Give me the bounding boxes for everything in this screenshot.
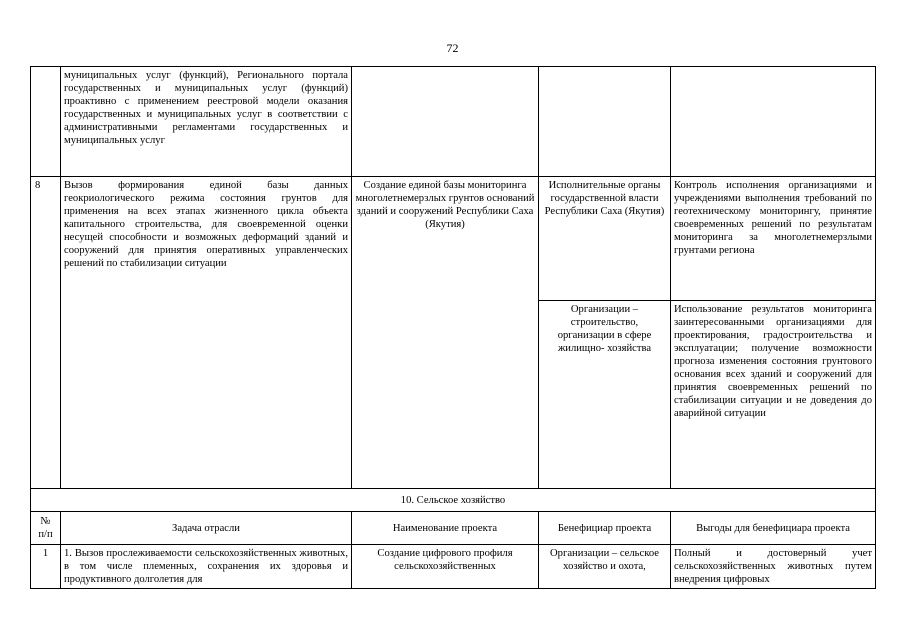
section-row bbox=[31, 489, 876, 512]
benefits-cell: Использование результатов мониторинга заинтересованными организациями для проектирования, градостроительства и эксплуатации; получение возможности прогноза изменения состояния грунтового основания всех зданий и сооружений для принятия своевременных решений по стабилизации ситуации и не доведения до аварийной ситуации bbox=[671, 301, 876, 489]
benefits-cell bbox=[671, 67, 876, 177]
beneficiary-cell bbox=[539, 67, 671, 177]
table-row-1 bbox=[31, 545, 876, 589]
header-project: Наименование проекта bbox=[352, 512, 539, 545]
beneficiary-cell: Организации – сельское хозяйство и охота, bbox=[539, 545, 671, 589]
header-row bbox=[31, 512, 876, 545]
page-number: 72 bbox=[446, 41, 459, 55]
row-number-cell: 8 bbox=[31, 177, 61, 489]
task-cell: 1. Вызов прослеживаемости сельскохозяйственных животных, в том числе племенных, сохранения их здоровья и продуктивного долголетия для bbox=[61, 545, 352, 589]
task-cell: Вызов формирования единой базы данных геокриологического режима состояния грунтов для применения на всех этапах жизненного цикла объекта капитального строительства, для своевременной оценки несущей способности и возможных деформаций зданий и сооружений для принятия оперативных управленческих решений по стабилизации ситуации bbox=[61, 177, 352, 489]
beneficiary-cell: Исполнительные органы государственной власти Республики Саха (Якутия) bbox=[539, 177, 671, 301]
row-number-cell bbox=[31, 67, 61, 177]
row-number-cell: 1 bbox=[31, 545, 61, 589]
table-row-8 bbox=[31, 177, 876, 301]
benefits-cell: Контроль исполнения организациями и учреждениями выполнения требований по геотехническому мониторингу, принятие своевременных решений по результатам мониторинга за многолетнемерзлыми грунтами региона bbox=[671, 177, 876, 301]
header-beneficiary: Бенефициар проекта bbox=[539, 512, 671, 545]
table-row-continued bbox=[31, 67, 876, 177]
projects-table bbox=[30, 66, 876, 589]
header-task: Задача отрасли bbox=[61, 512, 352, 545]
benefits-cell: Полный и достоверный учет сельскохозяйственных животных путем внедрения цифровых bbox=[671, 545, 876, 589]
project-cell bbox=[352, 67, 539, 177]
task-cell: муниципальных услуг (функций), Регионального портала государственных и муниципальных услуг (функций) проактивно с применением реестровой модели оказания государственных и муниципальных услуг в соответствии с административными регламентами государственных и муниципальных услуг bbox=[61, 67, 352, 177]
project-cell: Создание единой базы мониторинга многолетнемерзлых грунтов оснований зданий и сооружений Республики Саха (Якутия) bbox=[352, 177, 539, 489]
section-title: 10. Сельское хозяйство bbox=[31, 489, 876, 512]
header-benefits: Выгоды для бенефициара проекта bbox=[671, 512, 876, 545]
project-cell: Создание цифрового профиля сельскохозяйственных bbox=[352, 545, 539, 589]
header-num: № п/п bbox=[31, 512, 61, 545]
beneficiary-cell: Организации – строительство, организации в сфере жилищно- хозяйства bbox=[539, 301, 671, 489]
